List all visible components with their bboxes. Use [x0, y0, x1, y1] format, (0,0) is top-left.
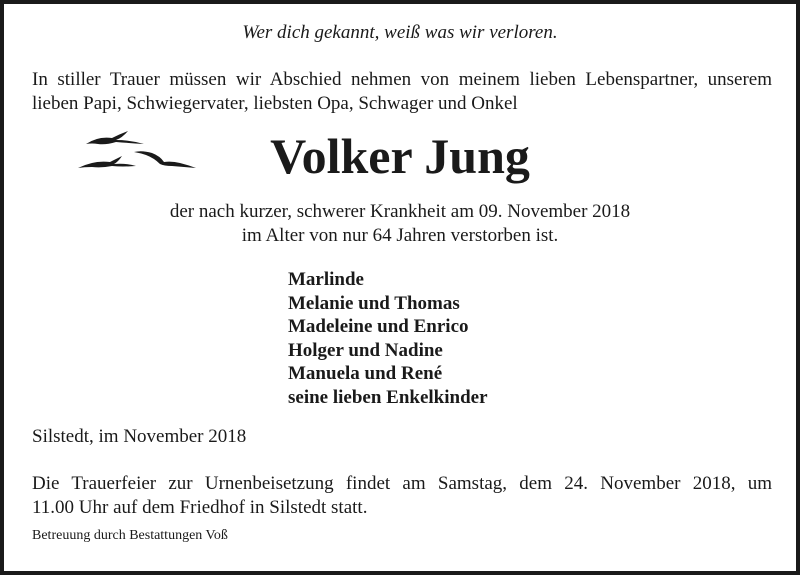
undertaker-credit: Betreuung durch Bestattungen Voß	[32, 528, 228, 543]
funeral-info	[32, 472, 772, 520]
mourner-name: Madeleine und Enrico	[288, 316, 469, 337]
mourner-name: Holger und Nadine	[288, 339, 443, 361]
mourner-name: Marlinde	[288, 269, 364, 290]
motto: Wer dich gekannt, weiß was wir verloren.	[242, 22, 558, 43]
intro-line: In stiller Trauer müssen wir Abschied nehmen von meinem lieben Lebenspartner, unserem	[32, 69, 772, 90]
mourner-name: Manuela und René	[288, 363, 443, 384]
mourners-list	[288, 268, 488, 409]
funeral-line: 11.00 Uhr auf dem Friedhof in Silstedt statt.	[32, 497, 368, 518]
death-line: im Alter von nur 64 Jahren verstorben ist.	[241, 225, 559, 246]
intro-line: lieben Papi, Schwiegervater, liebsten Opa, Schwager und Onkel	[32, 93, 518, 114]
death-line: der nach kurzer, schwerer Krankheit am 09. November 2018	[169, 201, 631, 222]
deceased-name: Volker Jung	[270, 128, 530, 184]
intro-text	[32, 68, 772, 116]
place-date: Silstedt, im November 2018	[32, 426, 247, 447]
mourner-name: Melanie und Thomas	[288, 292, 460, 314]
death-notice	[0, 200, 800, 248]
funeral-line: Die Trauerfeier zur Urnenbeisetzung findet am Samstag, dem 24. November 2018, um	[32, 473, 772, 494]
mourner-name: seine lieben Enkelkinder	[288, 386, 488, 408]
